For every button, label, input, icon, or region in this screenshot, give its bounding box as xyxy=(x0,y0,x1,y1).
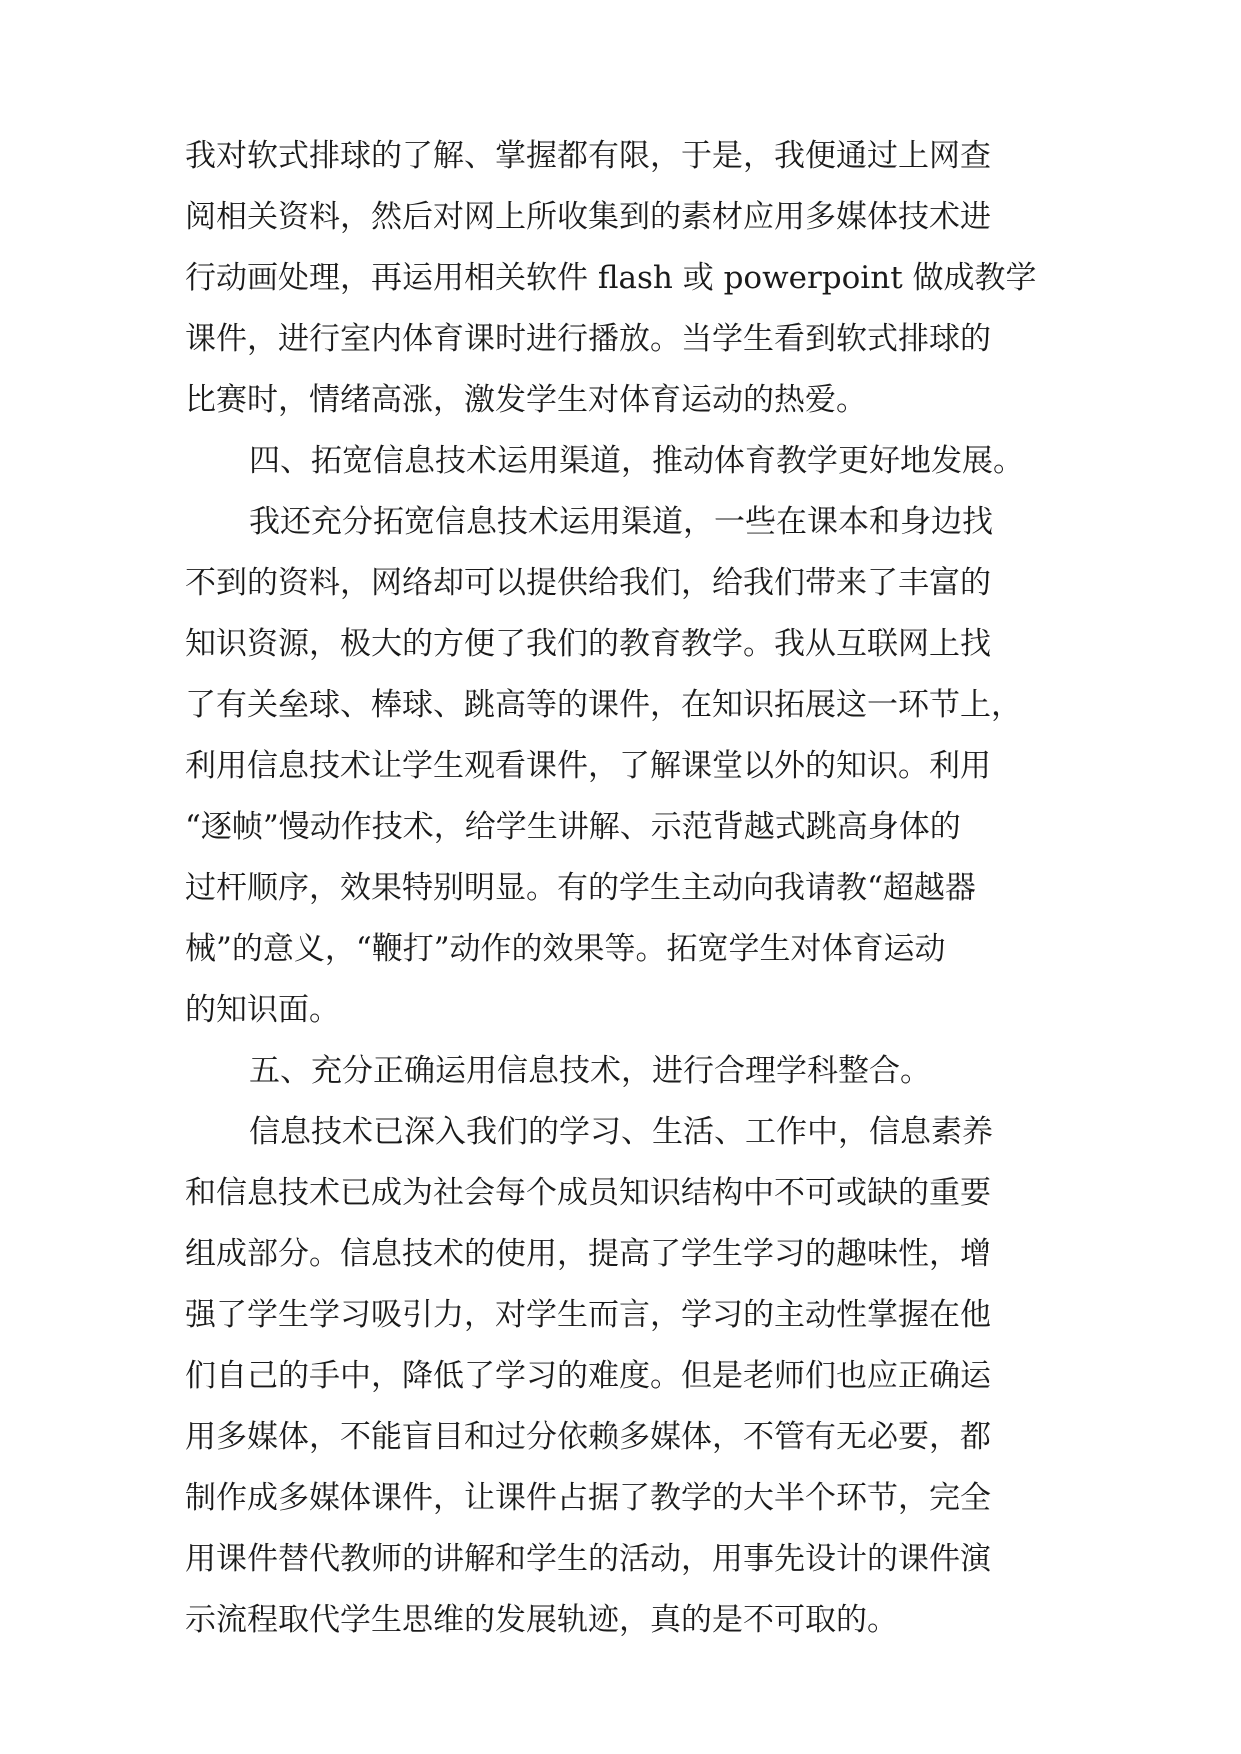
text-line: 过杆顺序，效果特别明显。有的学生主动向我请教“超越器 xyxy=(185,870,976,906)
document-body xyxy=(185,126,1065,1651)
text-line: 行动画处理，再运用相关软件 flash 或 powerpoint 做成教学 xyxy=(185,260,1037,296)
section-heading-5: 五、充分正确运用信息技术，进行合理学科整合。 xyxy=(249,1053,931,1089)
text-line: 比赛时，情绪高涨，激发学生对体育运动的热爱。 xyxy=(185,382,867,418)
text-line: 了有关垒球、棒球、跳高等的课件，在知识拓展这一环节上， xyxy=(185,687,1022,723)
text-line: 用多媒体，不能盲目和过分依赖多媒体，不管有无必要，都 xyxy=(185,1419,991,1455)
text-line: 知识资源，极大的方便了我们的教育教学。我从互联网上找 xyxy=(185,626,991,662)
text-line: 示流程取代学生思维的发展轨迹，真的是不可取的。 xyxy=(185,1602,898,1638)
text-line: 用课件替代教师的讲解和学生的活动，用事先设计的课件演 xyxy=(185,1541,991,1577)
text-line: 课件，进行室内体育课时进行播放。当学生看到软式排球的 xyxy=(185,321,991,357)
text-line: 制作成多媒体课件，让课件占据了教学的大半个环节，完全 xyxy=(185,1480,991,1516)
text-line: 组成部分。信息技术的使用，提高了学生学习的趣味性，增 xyxy=(185,1236,991,1272)
text-line: 和信息技术已成为社会每个成员知识结构中不可或缺的重要 xyxy=(185,1175,991,1211)
text-line: 的知识面。 xyxy=(185,992,340,1028)
section-heading-4: 四、拓宽信息技术运用渠道，推动体育教学更好地发展。 xyxy=(249,443,1024,479)
text-line: 械”的意义，“鞭打”动作的效果等。拓宽学生对体育运动 xyxy=(185,931,946,967)
text-line: 阅相关资料，然后对网上所收集到的素材应用多媒体技术进 xyxy=(185,199,991,235)
paragraph-start: 信息技术已深入我们的学习、生活、工作中，信息素养 xyxy=(249,1114,993,1150)
text-line: 强了学生学习吸引力，对学生而言，学习的主动性掌握在他 xyxy=(185,1297,991,1333)
text-line: 利用信息技术让学生观看课件，了解课堂以外的知识。利用 xyxy=(185,748,991,784)
text-line: 不到的资料，网络却可以提供给我们，给我们带来了丰富的 xyxy=(185,565,991,601)
text-line: 我对软式排球的了解、掌握都有限，于是，我便通过上网查 xyxy=(185,138,991,174)
paragraph-start: 我还充分拓宽信息技术运用渠道，一些在课本和身边找 xyxy=(249,504,993,540)
text-line: 们自己的手中，降低了学习的难度。但是老师们也应正确运 xyxy=(185,1358,991,1394)
text-line: “逐帧”慢动作技术，给学生讲解、示范背越式跳高身体的 xyxy=(185,809,961,845)
